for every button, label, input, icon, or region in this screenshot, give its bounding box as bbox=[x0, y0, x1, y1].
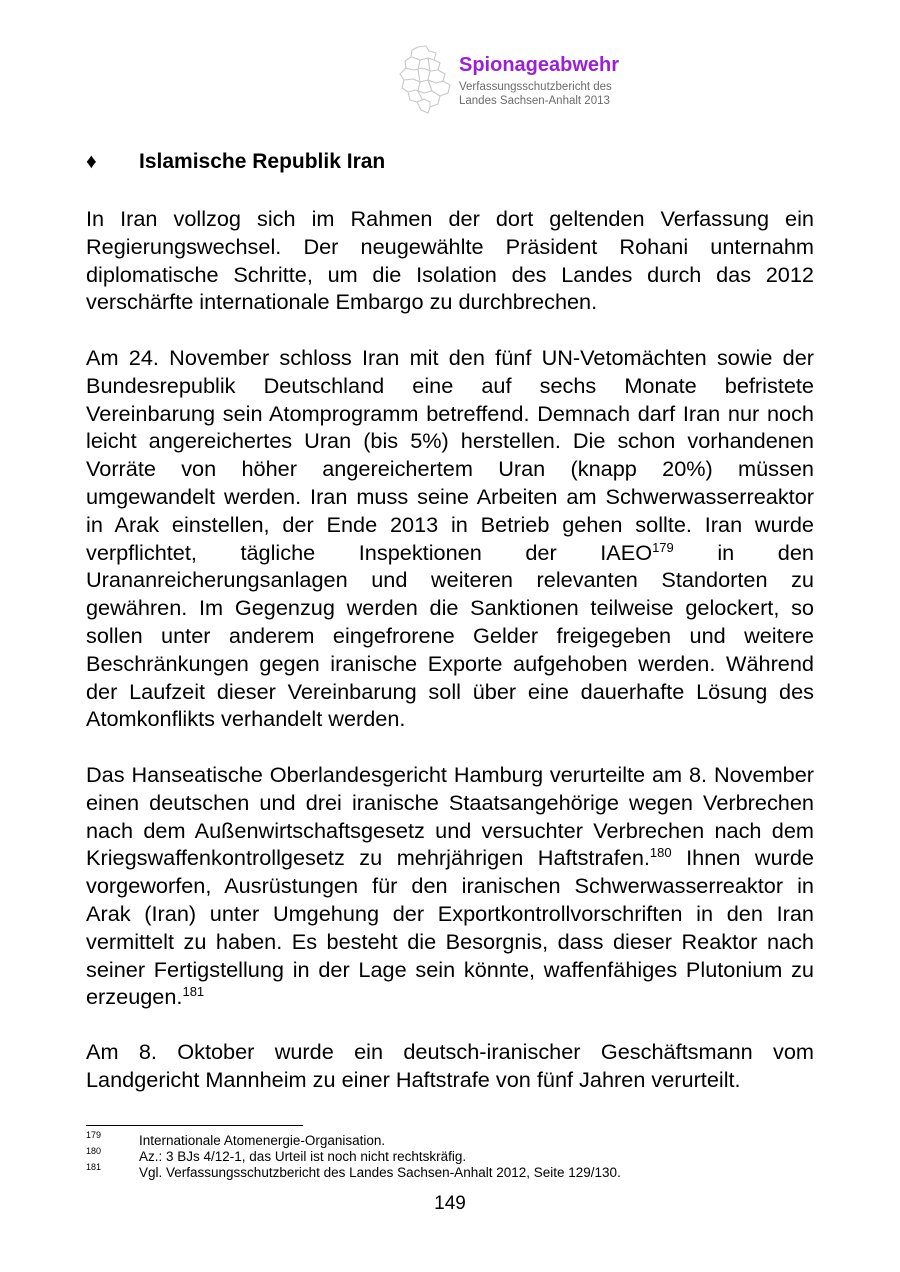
page-number: 149 bbox=[434, 1193, 466, 1214]
page-header bbox=[398, 44, 658, 114]
footnote-number: 180 bbox=[86, 1146, 102, 1156]
header-title: Spionageabwehr bbox=[459, 54, 620, 76]
paragraph-2-text-b: in den Urananreicherungsanlagen und weiteren relevanten Standorten zu gewähren. Im Gegenzug werden die Sanktionen teilweise gelockert, so sollen unter anderem eingefrorene Gelder freigegeben und weitere Beschränkungen gegen iranische Exporte aufgehoben werden. Während der Laufzeit dieser Vereinbarung soll über eine dauerhafte Lösung des Atomkonflikts verhandelt werden. bbox=[86, 539, 814, 732]
section-title: Islamische Republik Iran bbox=[139, 150, 386, 173]
footnote-ref-181[interactable]: 181 bbox=[182, 984, 205, 1000]
paragraph-1-text: In Iran vollzog sich im Rahmen der dort geltenden Verfassung ein Regierungswechsel. Der neugewählte Präsident Rohani unternahm diplomatische Schritte, um die Isolation des Landes durch das 2012 verschärfte internationale Embargo zu durchbrechen. bbox=[86, 206, 814, 315]
footnote-text: Az.: 3 BJs 4/12-1, das Urteil ist noch nicht rechtskräfig. bbox=[139, 1149, 467, 1164]
paragraph-4 bbox=[86, 1038, 814, 1094]
footnote-181 bbox=[86, 1163, 806, 1179]
footnote-179 bbox=[86, 1131, 806, 1147]
footnote-divider bbox=[86, 1125, 303, 1126]
footnote-number: 181 bbox=[86, 1162, 102, 1172]
paragraph-4-text: Am 8. Oktober wurde ein deutsch-iranischer Geschäftsmann vom Landgericht Mannheim zu einer Haftstrafe von fünf Jahren verurteilt. bbox=[86, 1039, 814, 1092]
diamond-bullet-icon: ♦ bbox=[86, 150, 97, 173]
header-subtitle bbox=[459, 80, 612, 108]
paragraph-2 bbox=[86, 344, 814, 733]
paragraph-2-text-a: Am 24. November schloss Iran mit den fünf UN-Vetomächten sowie der Bundesrepublik Deutschland eine auf sechs Monate befristete Vereinbarung sein Atomprogramm betreffend. Demnach darf Iran nur noch leicht angereichertes Uran (bis 5%) herstellen. Die schon vorhandenen Vorräte von höher angereichertem Uran (knapp 20%) müssen umgewandelt werden. Iran muss seine Arbeiten am Schwerwasserreaktor in Arak einstellen, der Ende 2013 in Betrieb gehen sollte. Iran wurde verpflichtet, tägliche Inspektionen der IAEO bbox=[86, 345, 814, 565]
header-subtitle-line2: Landes Sachsen-Anhalt 2013 bbox=[459, 95, 610, 107]
footnote-ref-179[interactable]: 179 bbox=[652, 539, 674, 555]
paragraph-1 bbox=[86, 205, 814, 316]
footnote-ref-180[interactable]: 180 bbox=[649, 845, 672, 861]
section-heading bbox=[86, 150, 385, 174]
footnote-number: 179 bbox=[86, 1130, 102, 1140]
header-subtitle-line1: Verfassungsschutzbericht des bbox=[459, 81, 612, 93]
footnote-text: Vgl. Verfassungsschutzbericht des Landes Sachsen-Anhalt 2012, Seite 129/130. bbox=[139, 1165, 621, 1180]
paragraph-3-text-a: Das Hanseatische Oberlandesgericht Hamburg verurteilte am 8. November einen deutschen und drei iranische Staatsangehörige wegen Verbrechen nach dem Außenwirtschaftsgesetz und versuchter Verbrechen nach dem Kriegswaffenkontrollgesetz zu mehrjährigen Haftstrafen. bbox=[86, 762, 814, 871]
footnote-text: Internationale Atomenergie-Organisation. bbox=[139, 1133, 386, 1148]
paragraph-3 bbox=[86, 761, 814, 1011]
paragraph-3-text-b: Ihnen wurde vorgeworfen, Ausrüstungen für den iranischen Schwerwasserreaktor in Arak (Iran) unter Umgehung der Exportkontrollvorschriften in den Iran vermittelt zu haben. Es besteht die Besorgnis, dass dieser Reaktor nach seiner Fertigstellung in der Lage sein könnte, waffenfähiges Plutonium zu erzeugen. bbox=[86, 845, 814, 1010]
footnotes bbox=[86, 1131, 806, 1179]
footnote-180 bbox=[86, 1147, 806, 1163]
saxony-anhalt-map-outline-icon bbox=[398, 44, 454, 114]
